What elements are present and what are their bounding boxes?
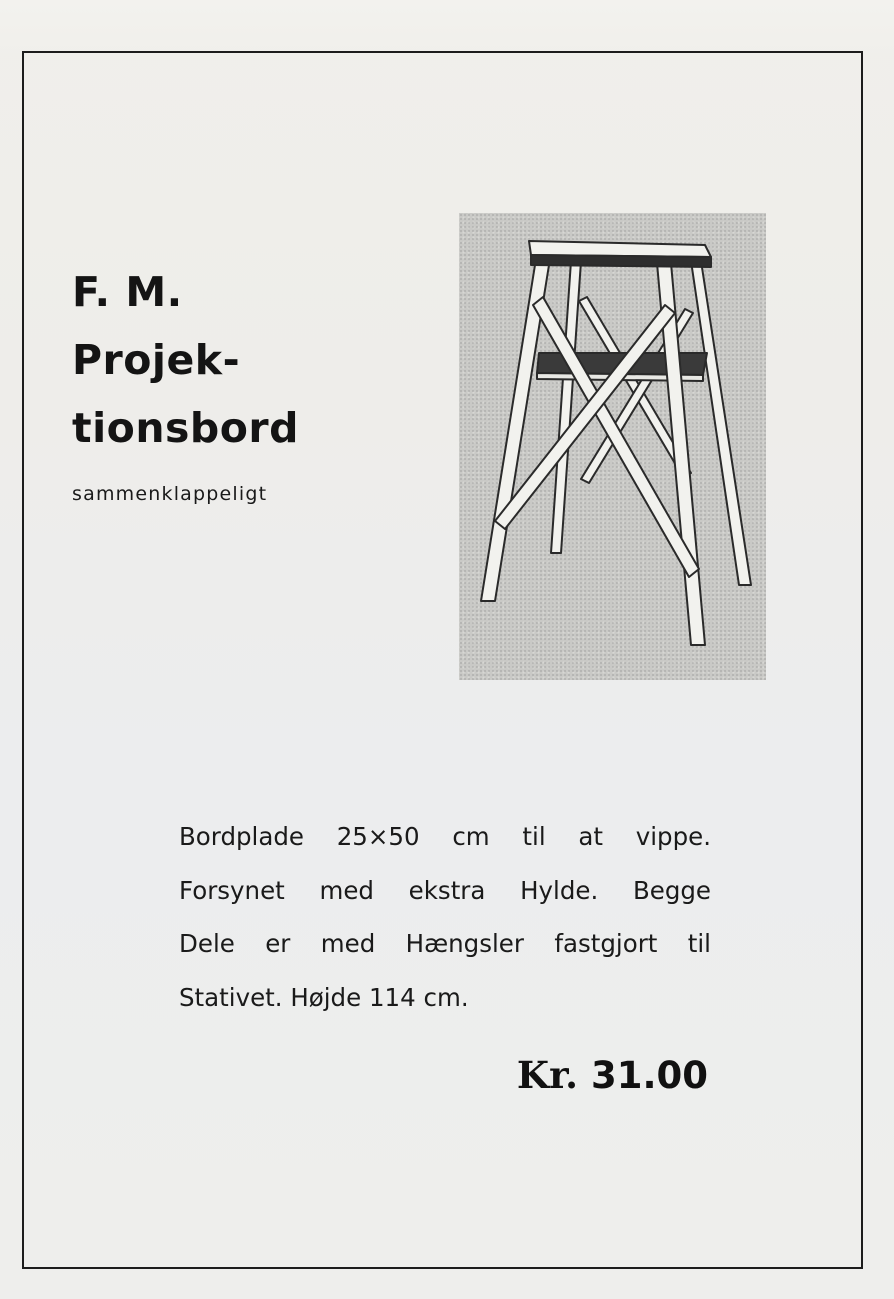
product-price bbox=[517, 1053, 708, 1097]
product-description bbox=[179, 810, 711, 1024]
description-line: Stativet. Højde 114 cm. bbox=[179, 982, 469, 1012]
product-photo bbox=[459, 213, 766, 680]
table-leg bbox=[551, 261, 581, 553]
title-line: tionsbord bbox=[72, 404, 299, 452]
description-line: Forsynet med ekstra Hylde. Begge bbox=[179, 875, 711, 905]
description-line: Bordplade 25×50 cm til at vippe. bbox=[179, 822, 711, 851]
table-illustration bbox=[459, 213, 766, 680]
product-title bbox=[72, 258, 392, 462]
table-top-edge bbox=[531, 255, 711, 267]
table-leg bbox=[691, 261, 751, 585]
title-line: Projek- bbox=[72, 336, 241, 384]
product-subtitle: sammenklappeligt bbox=[72, 483, 268, 505]
price-currency: Kr. bbox=[516, 1053, 579, 1097]
title-line: F. M. bbox=[72, 268, 183, 316]
description-line: Dele er med Hængsler fastgjort til bbox=[179, 929, 711, 958]
price-value: 31.00 bbox=[590, 1054, 708, 1097]
